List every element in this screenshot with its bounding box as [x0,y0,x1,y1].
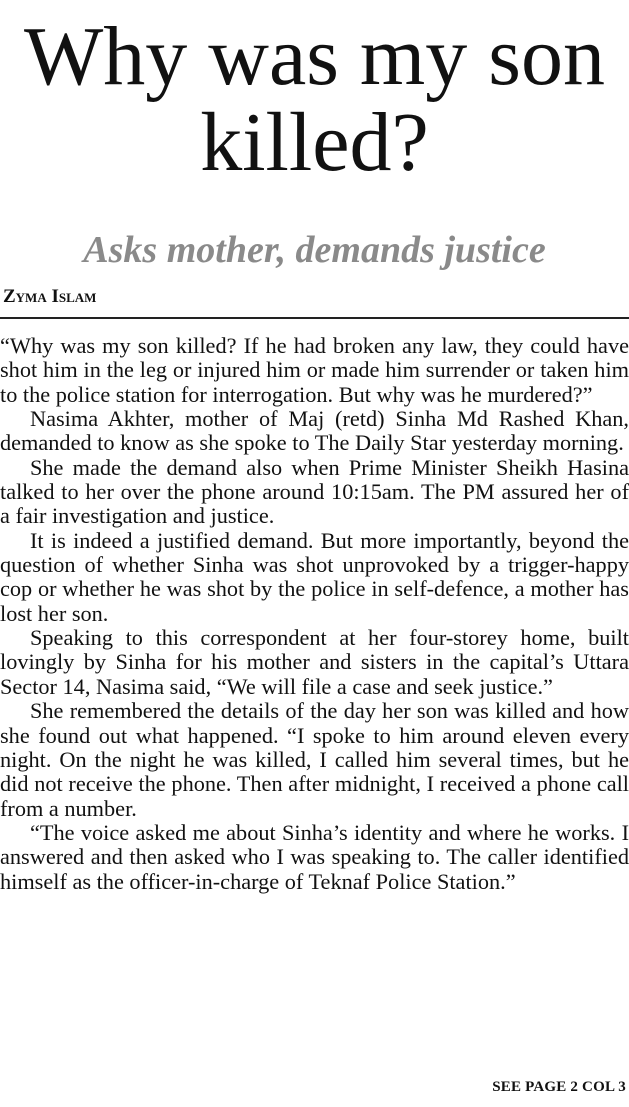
continuation-jump-line: SEE PAGE 2 COL 3 [492,1079,626,1095]
body-paragraph: Nasima Akhter, mother of Maj (retd) Sinha Md Rashed Khan, demanded to know as she spoke to The Daily Star yesterday morning. [0,406,629,456]
body-paragraph: “Why was my son killed? If he had broken any law, they could have shot him in the leg or injured him or made him surrender or taken him to the police station for interrogation. But why was he murdered?” [0,333,629,407]
subheadline: Asks mother, demands justice [83,229,546,271]
article-body [0,334,629,894]
body-paragraph: She made the demand also when Prime Minister Sheikh Hasina talked to her over the phone around 10:15am. The PM assured her of a fair investigation and justice. [0,454,629,529]
body-paragraph: “The voice asked me about Sinha’s identity and where he works. I answered and then asked who I was speaking to. The caller identified himself as the officer-in-charge of Teknaf Police Station.” [0,819,629,894]
body-paragraph: She remembered the details of the day her son was killed and how she found out what happened. “I spoke to him around eleven every night. On the night he was killed, I called him several times, but he did not receive the phone. Then after midnight, I received a phone call from a number. [0,698,629,821]
byline-divider [0,317,629,319]
headline: Why was my son killed? [24,10,605,189]
body-paragraph: It is indeed a justified demand. But more importantly, beyond the question of whether Sinha was shot unprovoked by a trigger-happy cop or whether he was shot by the police in self-defence, a mother has lost her son. [0,527,629,626]
body-paragraph: Speaking to this correspondent at her four-storey home, built lovingly by Sinha for his mother and sisters in the capital’s Uttara Sector 14, Nasima said, “We will file a case and seek justice.” [0,625,629,699]
byline: Zyma Islam [3,286,97,307]
